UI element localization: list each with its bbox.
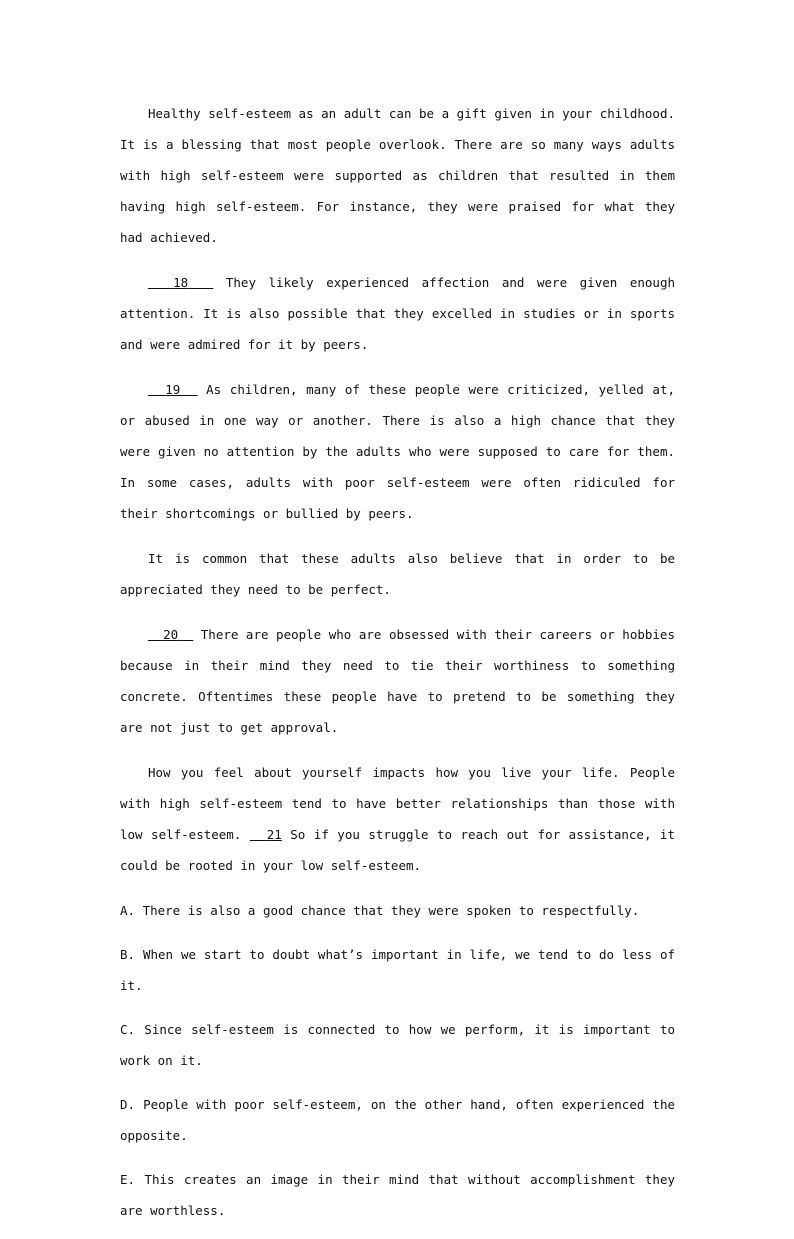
blank-20-number: 20 [163,627,179,642]
paragraph-4-text: It is common that these adults also believe that in order to be appreciated they need to be perfect. [120,551,675,597]
paragraph-6-text-b: So if you struggle to reach out for assistance, it could be rooted in your low self-esteem. [120,827,675,873]
blank-19-number: 19 [165,382,181,397]
paragraph-2 [120,267,675,360]
blank-18 [148,275,213,290]
paragraph-6-text-a: How you feel about yourself impacts how you live your life. People with high self-esteem tend to have better relationships than those with low self-esteem. [120,765,675,842]
blank-18-number: 18 [173,275,189,290]
paragraph-5 [120,619,675,743]
passage [120,98,675,1239]
paragraph-1-text: Healthy self-esteem as an adult can be a gift given in your childhood. It is a blessing that most people overlook. There are so many ways adults with high self-esteem were supported as children that resulted in them having high self-esteem. For instance, they were praised for what they had achieved. [120,106,675,245]
options-list [120,895,675,1226]
blank-19 [148,382,198,397]
option-a: A. There is also a good chance that they were spoken to respectfully. [120,903,640,918]
blank-20 [148,627,193,642]
paragraph-3 [120,374,675,529]
paragraph-3-text: As children, many of these people were criticized, yelled at, or abused in one way or another. There is also a high chance that they were given no attention by the adults who were supposed to care for them. In some cases, adults with poor self-esteem were often ridiculed for their shortcomings or bullied by peers. [120,382,675,521]
paragraph-1 [120,98,675,253]
blank-21-number: 21 [266,827,282,842]
blank-21 [250,827,282,842]
paragraph-2-text: They likely experienced affection and were given enough attention. It is also possible that they excelled in studies or in sports and were admired for it by peers. [120,275,675,352]
option-d: D. People with poor self-esteem, on the other hand, often experienced the opposite. [120,1097,675,1143]
paragraph-4 [120,543,675,605]
paragraph-6 [120,757,675,881]
option-e: E. This creates an image in their mind that without accomplishment they are worthless. [120,1172,675,1218]
option-b: B. When we start to doubt what’s important in life, we tend to do less of it. [120,947,675,993]
paragraph-5-text: There are people who are obsessed with their careers or hobbies because in their mind they need to tie their worthiness to something concrete. Oftentimes these people have to pretend to be something they are not just to get approval. [120,627,675,735]
option-c: C. Since self-esteem is connected to how we perform, it is important to work on it. [120,1022,675,1068]
